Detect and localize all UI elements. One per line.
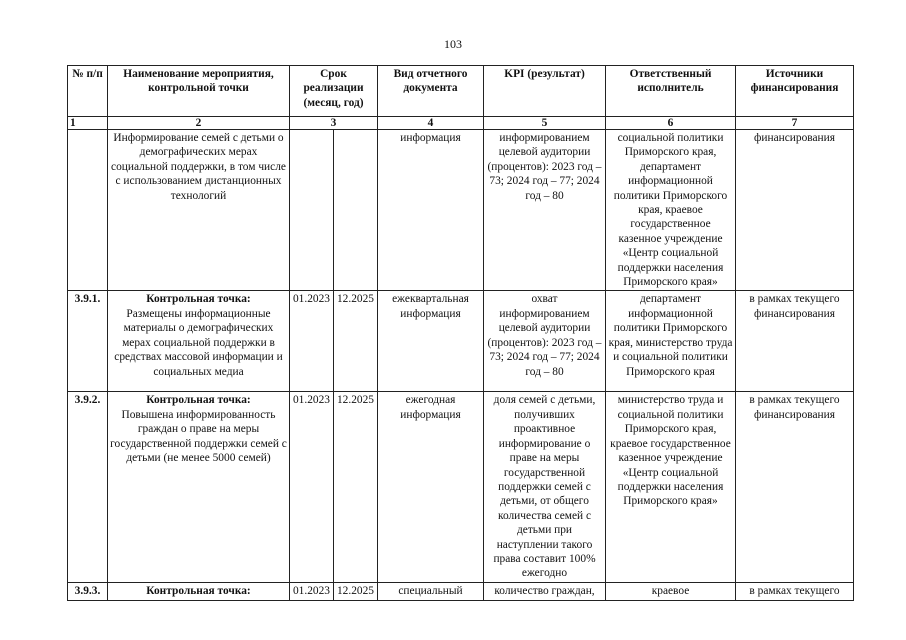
table-row	[68, 130, 854, 291]
row-responsible: департамент информационной политики Приморского края, министерство труда и социальной политики Приморского края	[606, 291, 736, 392]
row-end: 12.2025	[334, 291, 378, 392]
row-responsible: министерство труда и социальной политики Приморского края, краевое государственное казенное учреждение «Центр социальной поддержки населения Приморского края»	[606, 392, 736, 582]
row-doc-type: ежеквартальная информация	[378, 291, 484, 392]
row-start: 01.2023	[290, 392, 334, 582]
row-number: 3.9.3.	[68, 582, 108, 600]
row-end: 12.2025	[334, 582, 378, 600]
row-funding: в рамках текущего финансирования	[736, 291, 854, 392]
row-name-cell	[108, 582, 290, 600]
header-doc-type: Вид отчетного документа	[378, 66, 484, 117]
row-kpi: количество граждан,	[484, 582, 606, 600]
column-number-5: 5	[484, 117, 606, 130]
column-number-3: 3	[290, 117, 378, 130]
row-number	[68, 130, 108, 291]
row-responsible: социальной политики Приморского края, департамент информационной политики Приморского края, краевое государственное казенное учреждение «Центр социальной поддержки населения Приморского края»	[606, 130, 736, 291]
row-name-cell	[108, 291, 290, 392]
page-number: 103	[444, 37, 462, 51]
row-doc-type: ежегодная информация	[378, 392, 484, 582]
column-number-1: 1	[68, 117, 108, 130]
row-start	[290, 130, 334, 291]
row-name: Информирование семей с детьми о демографических мерах социальной поддержки, в том числе с использованием дистанционных технологий	[111, 132, 286, 202]
row-number: 3.9.2.	[68, 392, 108, 582]
row-end	[334, 130, 378, 291]
header-row	[68, 66, 854, 117]
row-doc-type: специальный	[378, 582, 484, 600]
column-numbers-row	[68, 117, 854, 130]
row-funding: в рамках текущего	[736, 582, 854, 600]
action-plan-table	[67, 65, 854, 601]
row-name: Размещены информационные материалы о демографических мерах социальной поддержки в средствах массовой информации и социальных медиа	[114, 307, 283, 378]
header-period: Срок реализации (месяц, год)	[290, 66, 378, 117]
row-responsible: краевое	[606, 582, 736, 600]
row-doc-type: информация	[378, 130, 484, 291]
row-number: 3.9.1.	[68, 291, 108, 392]
header-responsible: Ответственный исполнитель	[606, 66, 736, 117]
column-number-7: 7	[736, 117, 854, 130]
column-number-6: 6	[606, 117, 736, 130]
row-end: 12.2025	[334, 392, 378, 582]
header-kpi: KPI (результат)	[484, 66, 606, 117]
table-row	[68, 291, 854, 392]
row-start: 01.2023	[290, 291, 334, 392]
row-start: 01.2023	[290, 582, 334, 600]
table-row	[68, 582, 854, 600]
row-funding: финансирования	[736, 130, 854, 291]
column-number-4: 4	[378, 117, 484, 130]
row-title: Контрольная точка:	[146, 394, 251, 407]
row-name-cell	[108, 392, 290, 582]
row-title: Контрольная точка:	[146, 293, 251, 306]
row-name-cell	[108, 130, 290, 291]
row-kpi: доля семей с детьми, получивших проактивное информирование о праве на меры государственной поддержки семей с детьми, от общего количества семей с детьми при наступлении такого права составит 100% ежегодно	[484, 392, 606, 582]
table-row	[68, 392, 854, 582]
row-name: Повышена информированность граждан о праве на меры государственной поддержки семей с детьми (не менее 5000 семей)	[110, 408, 287, 465]
column-number-2: 2	[108, 117, 290, 130]
header-name: Наименование мероприятия, контрольной точки	[108, 66, 290, 117]
row-kpi: информированием целевой аудитории (процентов): 2023 год – 73; 2024 год – 77; 2024 год – 80	[484, 130, 606, 291]
row-funding: в рамках текущего финансирования	[736, 392, 854, 582]
row-kpi: охват информированием целевой аудитории (процентов): 2023 год – 73; 2024 год – 77; 2024 год – 80	[484, 291, 606, 392]
header-funding: Источники финансирования	[736, 66, 854, 117]
row-title: Контрольная точка:	[146, 584, 251, 597]
header-number: № п/п	[68, 66, 108, 117]
